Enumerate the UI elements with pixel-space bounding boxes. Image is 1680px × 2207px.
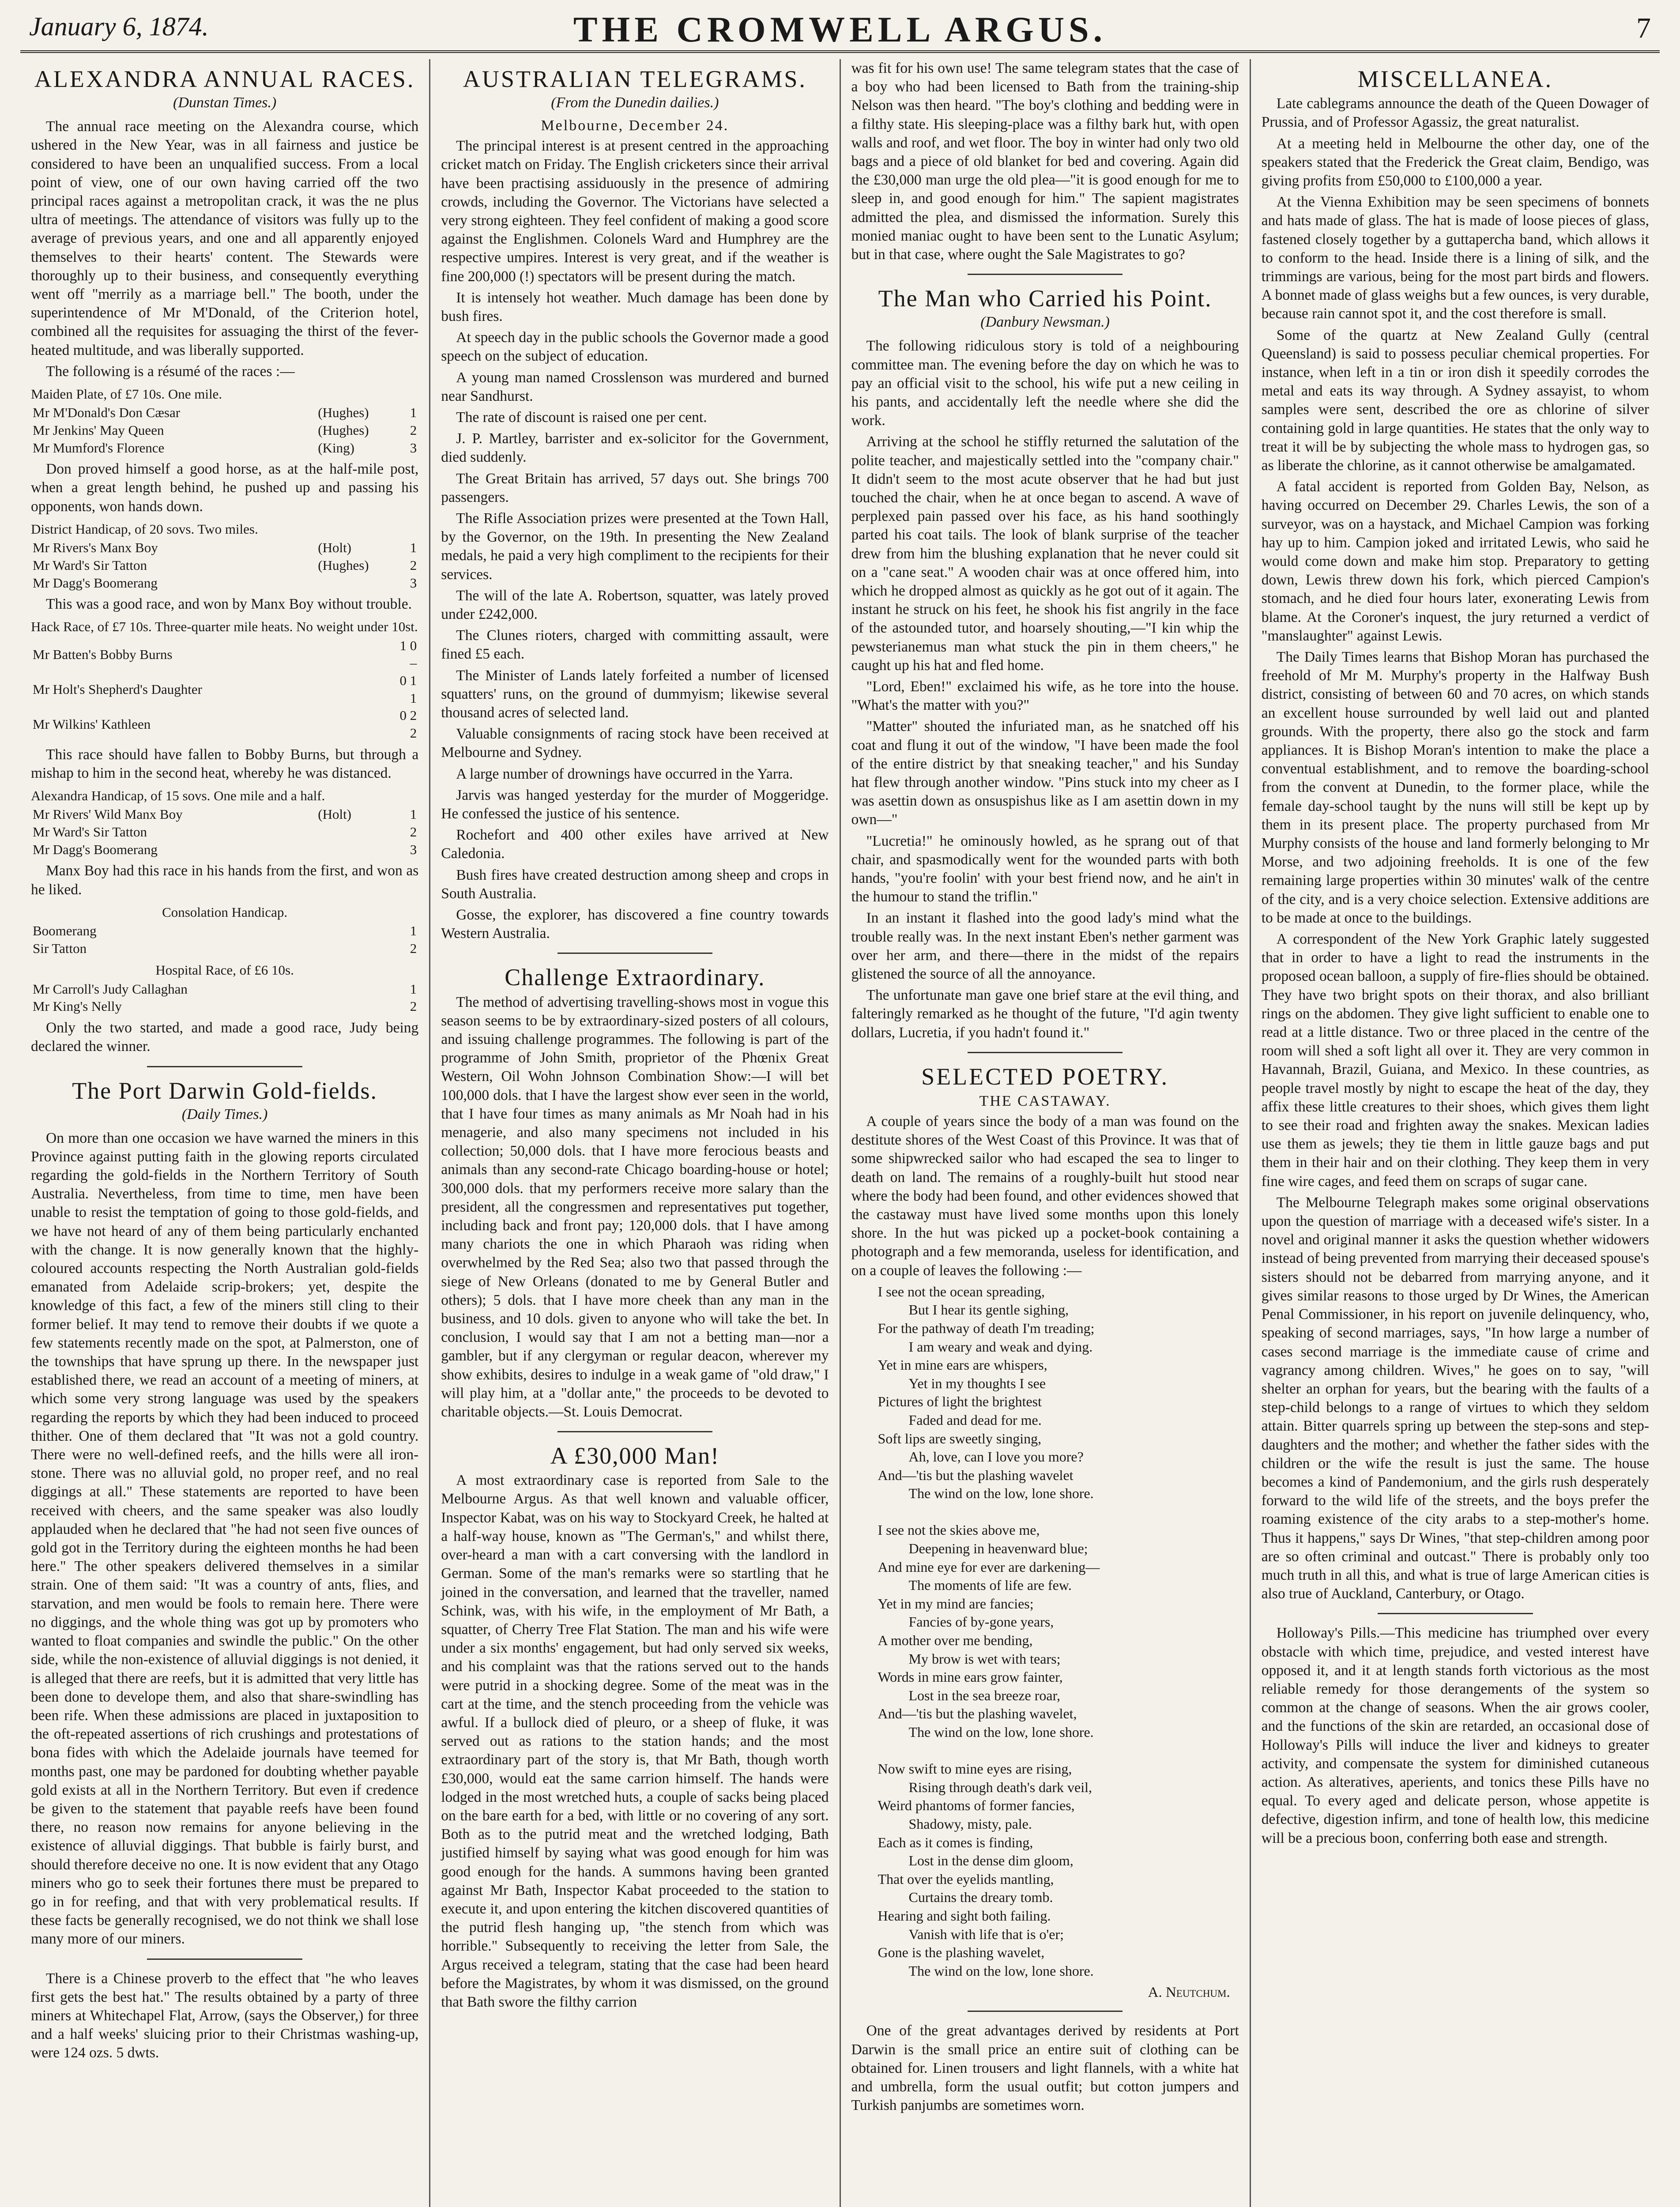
- article-paragraph: Rochefort and 400 other exiles have arrived at New Caledonia.: [441, 827, 829, 862]
- poem-line: For the pathway of death I'm treading;: [878, 1320, 1095, 1336]
- article-title-challenge: Challenge Extraordinary.: [505, 964, 765, 991]
- article-paragraph: Some of the quartz at New Zealand Gully (central Queensland) is said to possess peculiar chemical properties. For instance, when left in a tin or iron dish it speedily corrodes the metal and eats its way through. A Sydney assayist, to whom samples were sent, described the ore as chlorine of silver containing gold in large quantities. He states that the only way to treat it will be by subjecting the whole mass to hydrogen gas, so as liberate the chlorine, as it cannot otherwise be amalgamated.: [1261, 327, 1649, 474]
- poem-line: Weird phantoms of former fancies,: [878, 1797, 1075, 1814]
- race-entrant: Mr Dagg's Boomerang: [33, 575, 158, 591]
- race-jockey: [316, 998, 395, 1015]
- race-result-row: [31, 823, 418, 841]
- poem-line: Vanish with life that is o'er;: [908, 1926, 1064, 1942]
- poem-line: And—'tis but the plashing wavelet: [878, 1467, 1074, 1483]
- article-paragraph: The rate of discount is raised one per cent.: [456, 409, 707, 426]
- article-paragraph: The following is a résumé of the races :—: [46, 363, 295, 380]
- article-paragraph: There is a Chinese proverb to the effect that "he who leaves first gets the best hat." The results obtained by a party of three miners at Whitechapel Flat, Arrow, (says the Observer,) for three and a half weeks' sluicing prior to their Christmas washing-up, were 124 ozs. 5 dwts.: [31, 1970, 419, 2061]
- race-entrant: Mr King's Nelly: [33, 998, 122, 1014]
- article-paragraph: At speech day in the public schools the Governor made a good speech on the subject of education.: [441, 329, 829, 365]
- race-placing: 0 1 1: [399, 673, 417, 706]
- race-placing: 1: [410, 405, 417, 421]
- article-title-darwin: The Port Darwin Gold-fields.: [72, 1077, 378, 1104]
- race-results-table: [31, 922, 418, 957]
- poem-line: Deepening in heavenward blue;: [908, 1540, 1088, 1557]
- poem-line: Faded and dead for me.: [908, 1412, 1042, 1428]
- race-note: Only the two started, and made a good race, Judy being declared the winner.: [31, 1020, 419, 1055]
- race-results-table: [31, 404, 418, 456]
- poem-line: I see not the ocean spreading,: [878, 1283, 1045, 1299]
- columns: [20, 59, 1660, 2207]
- race-note: This was a good race, and won by Manx Boy without trouble.: [46, 596, 412, 613]
- race-result-row: [31, 998, 418, 1015]
- race-heading: Maiden Plate, of £7 10s. One mile.: [31, 386, 222, 402]
- race-heading: Consolation Handicap.: [162, 904, 288, 920]
- race-result-row: [31, 557, 418, 574]
- article-source: (Danbury Newsman.): [980, 314, 1110, 331]
- race-entrant: Mr Carroll's Judy Callaghan: [33, 981, 188, 997]
- section-title-poetry: SELECTED POETRY.: [921, 1063, 1169, 1090]
- article-source: (From the Dunedin dailies.): [551, 94, 719, 111]
- race-result-row: [31, 637, 418, 672]
- divider: [968, 1052, 1123, 1053]
- race-placing: 1: [410, 923, 417, 939]
- column-2: [430, 59, 840, 2207]
- race-entrant: Mr Jenkins' May Queen: [33, 422, 164, 438]
- article-paragraph: The method of advertising travelling-shows most in vogue this season seems to be by extraordinary-sized posters of all colours, and issuing challenge programmes. The following is part of the programme of John Smith, proprietor of the Phœnix Great Western, Oil Wohn Johnson Combination Show:—I will bet 100,000 dols. that I have the largest show ever seen in the world, that I have four times as many animals as Mr Noah had in his menagerie, and also many specimens not included in his collection; 50,000 dols. that I have more ferocious beasts and animals than any second-rate Chicago boarding-house or hotel; 300,000 dols. that my performers receive more salary than the president, all the congressmen and representatives put together, including back and front pay; 120,000 dols. that I have among many chariots the one in which Pharaoh was riding when overwhelmed by the Red Sea; also two that passed through the siege of New Orleans (donated to me by General Butler and others); 5 dols. that I have more cheek than any man in the business, and 10 dols. given to anyone who will take the bet. In conclusion, I would say that I am not a betting man—nor a gambler, but if any clergyman or regular deacon, wherever my show exhibits, desires to indulge in a weak game of "old draw," I will play him, at a "dollar ante," the proceeds to be devoted to charitable objects.—St. Louis Democrat.: [441, 994, 829, 1420]
- race-jockey: [316, 841, 395, 859]
- article-paragraph: On more than one occasion we have warned the miners in this Province against putting faith in the glowing reports circulated regarding the gold-fields in the Northern Territory of South Australia. Nevertheless, from time to time, men have been unable to resist the temptation of going to those gold-fields, and we have not heard of any of them being particularly enchanted with the change. It is now generally known that the highly-coloured accounts respecting the North Australian gold-fields emanated from Adelaide scrip-brokers; yet, despite the knowledge of this fact, a few of the miners still cling to their former belief. It may tend to remove their doubts if we quote a few statements recently made on the spot, at Palmerston, one of the townships that have sprung up there. In the newspaper just established there, we read an account of a meeting of miners, at which some very strong language was used by the speakers regarding the reports by which they had been induced to proceed thither. One of them declared that "It was not a gold country. There were no well-defined reefs, and the hills were all iron-stone. There was no alluvial gold, no proper reef, and no real diggings at all." These statements are reported to have been received with cheers, and the same speaker was also loudly applauded when he declared that "he had not seen five ounces of gold got in the Territory during the eighteen months he had been here." The other speakers delivered themselves in a similar strain. One of them said: "It was a country of ants, flies, and starvation, and men would be fools to remain here. There were no diggings, and the whole thing was got up by promoters who wanted to float companies and swindle the public." On the other side, while the non-existence of alluvial diggings is not denied, it is alleged that there are reefs, but it is admitted that very little has been done to develope them, and also that share-swindling has been rife. When these admissions are placed in juxtaposition to the oft-repeated assertions of rich crushings and protestations of bona fides with which the Adelaide journals have teemed for months past, one may be pardoned for doubting whether payable gold exists at all in the Northern Territory. But even if credence be given to the statement that payable reefs have been found there, no reason now remains for anyone believing in the existence of alluvial diggings. That bubble is fairly burst, and should therefore deceive no one. It is now evident that any Otago miners who go to seek their fortunes there must be prepared to go in for reefing, and that with very problematical results. If these facts be generally recognised, we do not think we shall lose many more of our miners.: [31, 1130, 419, 1947]
- divider: [557, 1431, 712, 1432]
- poem-line: And mine eye for ever are darkening—: [878, 1559, 1100, 1575]
- poem-line: Yet in mine ears are whispers,: [878, 1357, 1047, 1373]
- article-paragraph: A young man named Crosslenson was murdered and burned near Sandhurst.: [441, 369, 829, 404]
- race-heading: District Handicap, of 20 sovs. Two miles.: [31, 521, 258, 537]
- race-results-table: [31, 806, 418, 858]
- dateline: Melbourne, December 24.: [541, 117, 729, 134]
- article-paragraph: The annual race meeting on the Alexandra course, which ushered in the New Year, was in all fairness and justice be considered to have been an unqualified success. From a local point of view, one of our own having carried off the two principal races against a metropolitan crack, it was the ne plus ultra of meetings. The attendance of visitors was fully up to the average of previous years, and one and all apparently enjoyed themselves to their hearts' content. The Stewards were thoroughly up to their business, and consequently everything went off "merrily as a marriage bell." The booth, under the superintendence of Mr M'Donald, of the Criterion hotel, combined all the requisites for assuaging the thirst of the fever-heated multitude, and was liberally supported.: [31, 118, 419, 358]
- race-note: Manx Boy had this race in his hands from the first, and won as he liked.: [31, 862, 419, 898]
- point-paragraphs: [851, 337, 1239, 1042]
- race-jockey: (Holt): [318, 540, 352, 556]
- poem-line: Ah, love, can I love you more?: [908, 1449, 1084, 1465]
- poem-line: [878, 1503, 1239, 1522]
- article-paragraph: The Great Britain has arrived, 57 days out. She brings 700 passengers.: [441, 470, 829, 505]
- article-paragraph: Arriving at the school he stiffly returned the salutation of the polite teacher, and majestically settled into the "company chair." It didn't seem to the most acute observer that he had but just touched the chair, when he at once began to ascend. A wave of perplexed pain passed over his face, as his hand soothingly parted his coat tails. The look of blank surprise of the teacher drew from him the blushing explanation that he never could sit on a "cane seat." A wooden chair was at once offered him, into which he dropped almost as quickly as he got out of it again. The instant he struck on his feet, he shook his fist angrily in the face of the astounded tutor, and hoarsely shouting,—"I kin whip the pewsterianemus man what stuck the pin in them cheers," he caught up his hat and fled home.: [851, 433, 1239, 674]
- poem-line: Yet in my thoughts I see: [908, 1375, 1046, 1391]
- race-placing: 2: [410, 557, 417, 573]
- race-results-table: [31, 539, 418, 591]
- poem-line: Lost in the dense dim gloom,: [908, 1853, 1074, 1869]
- poem-line: The moments of life are few.: [908, 1577, 1072, 1593]
- race-result-row: [31, 422, 418, 439]
- article-source: (Daily Times.): [181, 1106, 268, 1122]
- race-heading: Alexandra Handicap, of 15 sovs. One mile and a half.: [31, 788, 325, 804]
- race-entrant: Sir Tatton: [33, 940, 87, 956]
- poem-line: I am weary and weak and dying.: [908, 1338, 1093, 1355]
- race-placing: 0 2 2: [399, 708, 417, 741]
- issue-date: January 6, 1874.: [29, 12, 209, 41]
- race-placing: 1: [410, 981, 417, 997]
- poem-line: Words in mine ears grow fainter,: [878, 1669, 1063, 1685]
- telegram-list: [441, 137, 829, 943]
- poem-line: My brow is wet with tears;: [908, 1650, 1061, 1667]
- poem-line: Gone is the plashing wavelet,: [878, 1944, 1045, 1961]
- race-entrant: Boomerang: [33, 923, 97, 939]
- poem-line: Soft lips are sweetly singing,: [878, 1430, 1042, 1446]
- poem-line: Pictures of light the brightest: [878, 1393, 1042, 1410]
- poem-line: The wind on the low, lone shore.: [908, 1962, 1094, 1979]
- poem-line: Curtains the dreary tomb.: [908, 1889, 1053, 1906]
- race-result-row: [31, 574, 418, 592]
- race-entrant: Mr Dagg's Boomerang: [33, 841, 158, 857]
- article-title-telegrams: AUSTRALIAN TELEGRAMS.: [463, 66, 807, 92]
- poem-line: Shadowy, misty, pale.: [908, 1815, 1032, 1832]
- race-placing: 2: [410, 422, 417, 438]
- poem-body: [878, 1283, 1239, 1981]
- article-paragraph: A most extraordinary case is reported from Sale to the Melbourne Argus. As that well known and valuable officer, Inspector Kabat, was on his way to Stockyard Creek, he halted at a half-way house, known as "The German's," and whilst there, over-heard a man with a cart conversing with the landlord in German. Some of the man's remarks were so startling that he joined in the conversation, and learned that the traveller, named Schink, was, with his wife, in the employment of Mr Bath, a squatter, of Cherry Tree Flat Station. The man and his wife were under a six months' engagement, but had only served six weeks, and his complaint was that the rations served out to the hands were putrid in a shocking degree. Some of the meat was in the cart at the time, and the stench proceeding from the vehicle was awful. If a bullock died of pleuro, or a sheep of fluke, it was served out as rations to the station hands; and the most extraordinary part of the story is, that Mr Bath, though worth £30,000, would eat the same carrion himself. The hands were lodged in the most wretched huts, a couple of sacks being placed on the bare earth for a bed, with little or no covering of any sort. Both as to the putrid meat and the wretched lodging, Bath justified himself by saying what was good enough for him was good enough for the hands. A summons having been granted against Mr Bath, Inspector Kabat proceeded to the station to execute it, and upon entering the kitchen discovered quantities of the putrid flesh hanging up, "the stench from which was horrible." Subsequently to receiving the letter from Sale, the Argus received a telegram, stating that the case had been heard before the Magistrates, by whom it was dismissed, on the ground that Bath swore the filthy carrion: [441, 1472, 829, 2010]
- poem-line: I see not the skies above me,: [878, 1522, 1040, 1538]
- poem-line: Hearing and sight both failing.: [878, 1907, 1051, 1924]
- race-result-row: [31, 841, 418, 859]
- race-entrant: Mr Ward's Sir Tatton: [33, 824, 147, 840]
- article-paragraph: The following ridiculous story is told of a neighbouring committee man. The evening before the day on which he was to pay an official visit to the school, his wife put a new ceiling in his pants, and accidentally left the needle where she did the work.: [851, 338, 1239, 429]
- poem-line: [878, 1742, 1239, 1760]
- page-number: 7: [1636, 12, 1651, 44]
- article-paragraph: Valuable consignments of racing stock have been received at Melbourne and Sydney.: [441, 726, 829, 761]
- article-paragraph: J. P. Martley, barrister and ex-solicitor for the Government, died suddenly.: [441, 430, 829, 466]
- race-entrant: Mr M'Donald's Don Cæsar: [33, 405, 181, 421]
- race-entrant: Mr Rivers's Manx Boy: [33, 540, 158, 556]
- article-paragraph: Bush fires have created destruction among sheep and crops in South Australia.: [441, 866, 829, 902]
- poem-title: THE CASTAWAY.: [979, 1092, 1111, 1109]
- article-paragraph: A couple of years since the body of a man was found on the destitute shores of the West Coast of this Province. It was that of some shipwrecked sailor who had escaped the sea to linger to death on land. The remains of a roughly-built hut stood near where the body had been found, and other evidences showed that the castaway must have lived some months upon this lonely shore. In the hut was picked up a pocket-book containing a photograph and a few memoranda, useless for identification, and on a couple of leaves the following :—: [851, 1113, 1239, 1279]
- article-paragraph: A large number of drownings have occurred in the Yarra.: [456, 765, 793, 782]
- divider: [968, 2011, 1123, 2012]
- article-title-races: ALEXANDRA ANNUAL RACES.: [34, 66, 415, 92]
- race-jockey: [316, 940, 395, 957]
- article-source: (Dunstan Times.): [173, 94, 277, 111]
- race-jockey: [316, 823, 395, 841]
- article-paragraph: "Lucretia!" he ominously howled, as he sprang out of that chair, and spasmodically went for the wounded parts with both hands, "you're foolin' with your best friend now, and he ain't in the humour to stand the triflin.": [851, 832, 1239, 905]
- poem-line: Lost in the sea breeze roar,: [908, 1687, 1060, 1703]
- divider: [1378, 1613, 1533, 1614]
- poem-line: Yet in my mind are fancies;: [878, 1595, 1034, 1612]
- race-placing: 1: [410, 806, 417, 822]
- race-jockey: [316, 574, 395, 592]
- race-jockey: (Holt): [318, 806, 352, 822]
- column-1: [20, 59, 430, 2207]
- race-result-row: [31, 539, 418, 557]
- poem-line: That over the eyelids mantling,: [878, 1871, 1054, 1887]
- poem-line: Fancies of by-gone years,: [908, 1614, 1054, 1630]
- race-entrant: Mr Batten's Bobby Burns: [33, 646, 173, 662]
- race-jockey: [316, 980, 395, 998]
- article-paragraph: Late cablegrams announce the death of the Queen Dowager of Prussia, and of Professor Agassiz, the great naturalist.: [1261, 95, 1649, 131]
- divider: [557, 953, 712, 954]
- race-entrant: Mr Wilkins' Kathleen: [33, 716, 151, 732]
- article-paragraph: At the Vienna Exhibition may be seen specimens of bonnets and hats made of glass. The hat is made of loose pieces of glass, fastened closely together by a guttapercha band, which allows it to conform to the head. Inside there is a lining of silk, and the trimmings are various, being for the most part birds and flowers. A bonnet made of glass weighs but a few ounces, is very durable, because rain cannot spot it, and the cost therefore is small.: [1261, 194, 1649, 322]
- race-placing: 1 0 –: [399, 637, 417, 671]
- article-paragraph: The unfortunate man gave one brief stare at the evil thing, and falteringly remarked as he thought of the future, "I'd agin twenty dollars, Lucretia, if you hadn't found it.": [851, 987, 1239, 1041]
- race-result-row: [31, 439, 418, 457]
- article-title-30000-man: A £30,000 Man!: [550, 1442, 720, 1469]
- article-paragraph: The Rifle Association prizes were presented at the Town Hall, by the Governor, on the 19th. In presenting the New Zealand medals, he paid a very high compliment to the recipients for their services.: [441, 510, 829, 583]
- article-paragraph: The principal interest is at present centred in the approaching cricket match on Friday. The English cricketers since their arrival have been practising assiduously in the presence of admiring crowds, including the Governor. The Victorians have selected a very strong eighteen. They feel confident of making a good score against the Englishmen. Colonels Ward and Humphrey are the respective umpires. Interest is very great, and if the weather is fine 200,000 (!) spectators will be present during the match.: [441, 138, 829, 285]
- poem-line: A mother over me bending,: [878, 1632, 1033, 1649]
- race-jockey: [316, 637, 395, 672]
- race-result-row: [31, 672, 418, 707]
- article-paragraph: "Lord, Eben!" exclaimed his wife, as he tore into the house. "What's the matter with you?": [851, 678, 1239, 714]
- poem-signature: A. Neutchum.: [1148, 1985, 1230, 2001]
- article-paragraph: A fatal accident is reported from Golden Bay, Nelson, as having occurred on December 29. Charles Lewis, the son of a surveyor, was on a haystack, and Michael Campion was forking hay up to him. Campion joked and irritated Lewis, who said he would come down and make him stop. Preparatory to getting down, Lewis threw down his fork, which pierced Campion's stomach, and he died four hours later, exonerating Lewis from blame. At the Coroner's inquest, the jury returned a verdict of "manslaughter" against Lewis.: [1261, 478, 1649, 644]
- poem-line: The wind on the low, lone shore.: [908, 1485, 1094, 1502]
- article-paragraph: The Daily Times learns that Bishop Moran has purchased the freehold of Mr M. Murphy's property in the Halfway Bush district, consisting of between 60 and 70 acres, on which stands an excellent house surrounded by well laid out and planted grounds. With the property, there also go the stock and farm appliances. It is Bishop Moran's intention to make the place a conventual establishment, and to remove the boarding-school from the convent at Dunedin, to the former place, while the female day-school taught by the nuns will still be kept up by them in its present place. The property purchased from Mr Murphy consists of the house and land formerly belonging to Mr Morse, and two adjoining freeholds. It is one of the few remaining large properties within 30 minutes' walk of the centre of the city, and is a very choice selection. Extensive additions are to be made at once to the buildings.: [1261, 648, 1649, 926]
- column-4: [1251, 59, 1660, 2207]
- race-jockey: (Hughes): [318, 405, 369, 421]
- race-result-row: [31, 707, 418, 742]
- poem-line: Now swift to mine eyes are rising,: [878, 1761, 1072, 1777]
- poem-line: Rising through death's dark veil,: [908, 1779, 1092, 1795]
- article-paragraph: Jarvis was hanged yesterday for the murder of Moggeridge. He confessed the justice of his sentence.: [441, 787, 829, 822]
- article-paragraph: Gosse, the explorer, has discovered a fine country towards Western Australia.: [441, 907, 829, 942]
- section-title-miscellanea: MISCELLANEA.: [1357, 66, 1553, 92]
- race-results-table: [31, 637, 418, 742]
- race-jockey: (King): [318, 440, 354, 456]
- article-paragraph: The Melbourne Telegraph makes some original observations upon the question of marriage with a deceased wife's sister. In a novel and original manner it asks the question whether widowers instead of being prevented from marrying their deceased spouse's sisters should not be debarred from marrying anyone, and it gives similar reasons to those urged by Dr Wines, the American Penal Commissioner, in his report on juvenile delinquency, who, speaking of second marriages, says, "In how large a number of cases second marriage is the immediate cause of crime and vagrancy among children. Wives," he goes on to say, "will shelter an orphan for years, but the bearing with the faults of a step-child belongs to a range of virtues to which they seldom attain. Bitter quarrels spring up between the step-sons and step-daughters and the mother; and whether the father sides with the children or the wife the result is just the same. The house becomes a kind of Pandemonium, and the girls rush desperately forward to the wild life of the streets, and the boys prefer the roaming existence of the city arabs to a step-mother's home. Thus it happens," says Dr Wines, "that step-children among poor are so often criminal and outcast." There is probably only too much truth in all this, and what is true of large American cities is also true of Auckland, Canterbury, or Otago.: [1261, 1194, 1649, 1602]
- race-entrant: Mr Mumford's Florence: [33, 440, 165, 456]
- race-placing: 3: [410, 575, 417, 591]
- race-note: Don proved himself a good horse, as at the half-mile post, when a great length behind, he pushed up and passing his opponents, won hands down.: [31, 461, 419, 515]
- race-placing: 2: [410, 940, 417, 956]
- article-title-point: The Man who Carried his Point.: [878, 285, 1212, 312]
- poem-line: And—'tis but the plashing wavelet,: [878, 1706, 1077, 1722]
- article-paragraph: The Minister of Lands lately forfeited a number of licensed squatters' runs, on the ground of dummyism; likewise several thousand acres of selected land.: [441, 667, 829, 721]
- advertisement-holloway: Holloway's Pills.—This medicine has triumphed over every obstacle with which time, prejudice, and vested interest have opposed it, and it at length stands forth victorious as the most reliable remedy for those derangements of the system so common at the change of seasons. When the air grows cooler, and the functions of the skin are retarded, an occasional dose of Holloway's Pills will induce the liver and kidneys to greater activity, and compensate the system for diminished cutaneous action. As alteratives, aperients, and tonics these Pills have no equal. To every aged and delicate person, whose appetite is defective, digestion infirm, and tone of health low, this medicine will be a precious boon, conferring both ease and strength.: [1261, 1625, 1649, 1846]
- race-jockey: [316, 707, 395, 742]
- race-entrant: Mr Ward's Sir Tatton: [33, 557, 147, 573]
- race-jockey: [316, 922, 395, 940]
- divider: [147, 1958, 302, 1960]
- race-result-row: [31, 980, 418, 998]
- race-result-row: [31, 404, 418, 422]
- article-paragraph: The Clunes rioters, charged with committing assault, were fined £5 each.: [441, 627, 829, 663]
- article-paragraph: was fit for his own use! The same telegram states that the case of a boy who had been licensed to Bath from the training-ship Nelson was then heard. "The boy's clothing and bedding were in a filthy state. His sleeping-place was a filthy bark hut, with open walls and roof, and wet floor. The boy in winter had only two old bags and a piece of old blanket for bed and covering. Again did the £30,000 man urge the old plea—"it is good enough for me to sleep in, and good enough for him." The sapient magistrates admitted the plea, and dismissed the information. Surely this monied maniac ought to have been sent to the Lunatic Asylum; but in that case, where ought the Sale Magistrates to go?: [851, 60, 1239, 263]
- divider: [968, 274, 1123, 275]
- race-placing: 3: [410, 440, 417, 456]
- article-paragraph: In an instant it flashed into the good lady's mind what the trouble really was. In the next instant Eben's nether garment was over her arm, and there—there in the midst of the repairs glistened the source of all the annoyance.: [851, 910, 1239, 983]
- article-paragraph: At a meeting held in Melbourne the other day, one of the speakers stated that the Frederick the Great claim, Bendigo, was giving profits from £50,000 to £100,000 a year.: [1261, 135, 1649, 189]
- race-heading: Hospital Race, of £6 10s.: [155, 962, 294, 978]
- race-jockey: (Hughes): [318, 422, 369, 438]
- race-heading: Hack Race, of £7 10s. Three-quarter mile heats. No weight under 10st.: [31, 619, 418, 635]
- race-placing: 3: [410, 841, 417, 857]
- race-result-row: [31, 922, 418, 940]
- race-jockey: (Hughes): [318, 557, 369, 573]
- article-paragraph: One of the great advantages derived by residents at Port Darwin is the small price an entire suit of clothing can be obtained for. Linen trousers and light flannels, with a white hat and umbrella, form the usual outfit; but cotton jumpers and Turkish panjumbs are sometimes worn.: [851, 2022, 1239, 2114]
- article-paragraph: "Matter" shouted the infuriated man, as he snatched off his coat and flung it out of the window, "I have been made the fool of the entire district by that sneaking teacher," and his Sunday hat flew through another window. "Pins stuck into my cheer as I was asettin down as onsuspishus like as I am asettin down in my own—": [851, 718, 1239, 828]
- article-paragraph: It is intensely hot weather. Much damage has been done by bush fires.: [441, 289, 829, 324]
- poem-line: The wind on the low, lone shore.: [908, 1724, 1094, 1740]
- article-paragraph: A correspondent of the New York Graphic lately suggested that in order to have a light to read the instruments in the proposed ocean balloon, a supply of fire-flies should be obtained. They have two bright spots on their thorax, and also brilliant rings on the abdomen. They give light sufficient to enable one to read at a little distance. Two or three placed in the centre of the room will shed a soft light all over it. They are very common in Havannah, Brazil, Guiana, and Mexico. In these countries, as people travel mostly by night to escape the heat of the day, they affix these little creatures to their shoes, which gives them light to see their road and frighten away the snakes. Mexican ladies use them as jewels; they tie them in little gauze bags and put them in their hair and on their clothing. They keep them in very fine wire cages, and feed them on scraps of sugar cane.: [1261, 931, 1649, 1190]
- divider: [147, 1066, 302, 1067]
- masthead: [20, 8, 1660, 53]
- article-paragraph: The will of the late A. Robertson, squatter, was lately proved under £242,000.: [441, 587, 829, 622]
- race-entrant: Mr Holt's Shepherd's Daughter: [33, 681, 202, 697]
- poem-line: Each as it comes is finding,: [878, 1834, 1033, 1850]
- race-note: This race should have fallen to Bobby Burns, but through a mishap to him in the second heat, whereby he was distanced.: [31, 746, 419, 781]
- poem-line: But I hear its gentle sighing,: [908, 1302, 1069, 1318]
- miscellanea-paragraphs: [1262, 94, 1649, 1603]
- column-3: [841, 59, 1251, 2207]
- race-placing: 1: [410, 540, 417, 556]
- race-result-row: [31, 806, 418, 823]
- race-entrant: Mr Rivers' Wild Manx Boy: [33, 806, 183, 822]
- race-placing: 2: [410, 998, 417, 1014]
- newspaper-title: THE CROMWELL ARGUS.: [573, 9, 1107, 49]
- race-jockey: [316, 672, 395, 707]
- race-result-row: [31, 940, 418, 957]
- race-placing: 2: [410, 824, 417, 840]
- race-results-table: [31, 980, 418, 1015]
